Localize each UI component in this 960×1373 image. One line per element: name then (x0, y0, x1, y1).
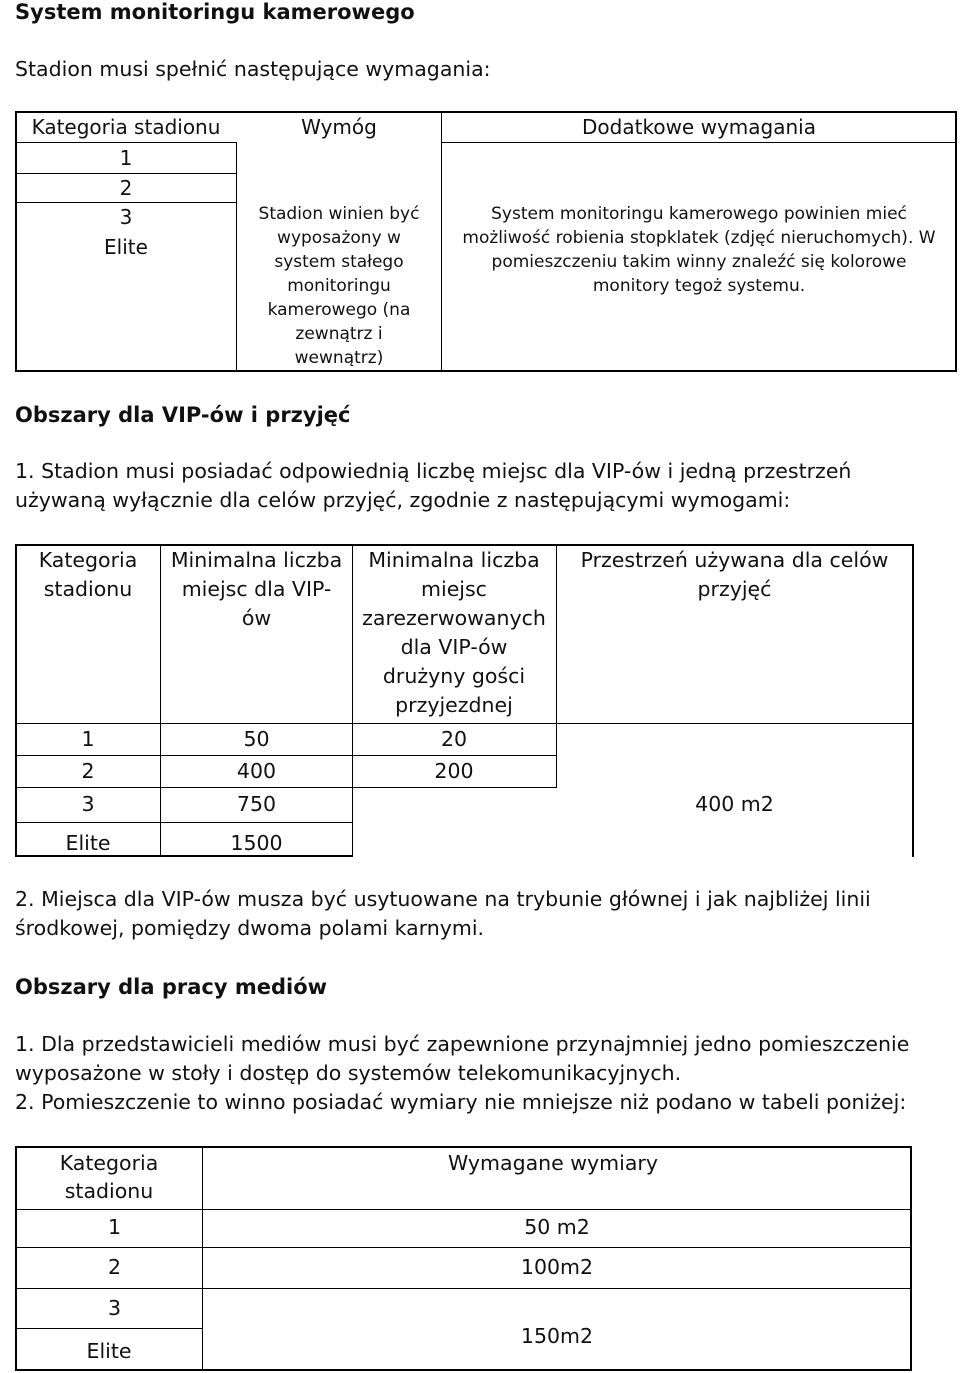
table1-category-2: 2 (119, 176, 133, 200)
table2-header-min-vip-3: ów (241, 606, 272, 630)
table2-row4-min-vip: 1500 (230, 831, 283, 855)
table2-row2-min-vip: 400 (236, 759, 277, 783)
table1-category-3: 3 (119, 205, 133, 229)
table3-dim-2: 100m2 (520, 1255, 594, 1279)
heading-media: Obszary dla pracy mediów (15, 975, 328, 999)
media-paragraph-line-2: wyposażone w stoły i dostęp do systemów telekomunikacyjnych. (15, 1061, 682, 1085)
table2-row1-min-vip: 50 (243, 727, 270, 751)
table2-header-space-2: przyjęć (697, 577, 772, 601)
table2-row4-category: Elite (65, 831, 111, 855)
table2-header-category-2: stadionu (43, 577, 133, 601)
table1-header-additional: Dodatkowe wymagania (582, 115, 816, 139)
table2-header-reserved-3: zarezerwowanych (362, 606, 546, 630)
table3-category-elite: Elite (86, 1339, 132, 1363)
media-paragraph-line-1: 1. Dla przedstawicieli mediów musi być zapewnione przynajmniej jedno pomieszczenie (15, 1032, 910, 1056)
heading-vip: Obszary dla VIP-ów i przyjęć (15, 403, 351, 427)
vip-paragraph-line-2: używaną wyłącznie dla celów przyjęć, zgodnie z następującymi wymogami: (15, 488, 791, 512)
table3-category-1: 1 (108, 1215, 122, 1239)
table2-row3-min-vip: 750 (236, 792, 277, 816)
table2-space-value: 400 m2 (695, 792, 774, 816)
table3-header-dimensions: Wymagane wymiary (448, 1151, 658, 1175)
table2-header-min-vip-1: Minimalna liczba (170, 548, 343, 572)
vip-paragraph-line-1: 1. Stadion musi posiadać odpowiednią liczbę miejsc dla VIP-ów i jedną przestrzeń (15, 459, 852, 483)
table2-header-reserved-2: miejsc (421, 577, 487, 601)
table2-row1-reserved: 20 (440, 727, 468, 751)
table2-header-reserved-5: drużyny gości (382, 664, 526, 688)
table3-category-3: 3 (108, 1296, 122, 1320)
table2-header-reserved-4: dla VIP-ów (400, 635, 508, 659)
table2-row2-reserved: 200 (434, 759, 474, 783)
table2-header-min-vip-2: miejsc dla VIP- (181, 577, 332, 601)
table2-header-reserved-1: Minimalna liczba (368, 548, 540, 572)
table3-category-2: 2 (108, 1255, 122, 1279)
media-paragraph-line-3: 2. Pomieszczenie to winno posiadać wymiary nie mniejsze niż podano w tabeli poniżej: (15, 1090, 907, 1114)
vip-paragraph2-line-1: 2. Miejsca dla VIP-ów musza być usytuowane na trybunie głównej i jak najbliżej linii (15, 887, 871, 911)
table2-header-reserved-6: przyjezdnej (395, 693, 513, 717)
table2-row3-category: 3 (81, 792, 95, 816)
table3-dim-1: 50 m2 (524, 1215, 590, 1239)
heading-cctv: System monitoringu kamerowego (15, 0, 415, 24)
table3-dim-3-elite: 150m2 (520, 1324, 594, 1348)
table1-header-category: Kategoria stadionu (31, 115, 221, 139)
table2-row2-category: 2 (81, 759, 95, 783)
table2-row1-category: 1 (81, 727, 95, 751)
table3-header-category-2: stadionu (64, 1179, 154, 1203)
intro-text: Stadion musi spełnić następujące wymagania: (15, 57, 491, 81)
table1-header-requirement: Wymóg (301, 115, 377, 139)
table1-category-elite: Elite (104, 235, 148, 259)
table1-category-1: 1 (119, 146, 133, 170)
table2-header-category-1: Kategoria (38, 548, 138, 572)
table2-header-space-1: Przestrzeń używana dla celów (580, 548, 889, 572)
table3-header-category-1: Kategoria (59, 1151, 159, 1175)
vip-paragraph2-line-2: środkowej, pomiędzy dwoma polami karnymi. (15, 916, 485, 940)
